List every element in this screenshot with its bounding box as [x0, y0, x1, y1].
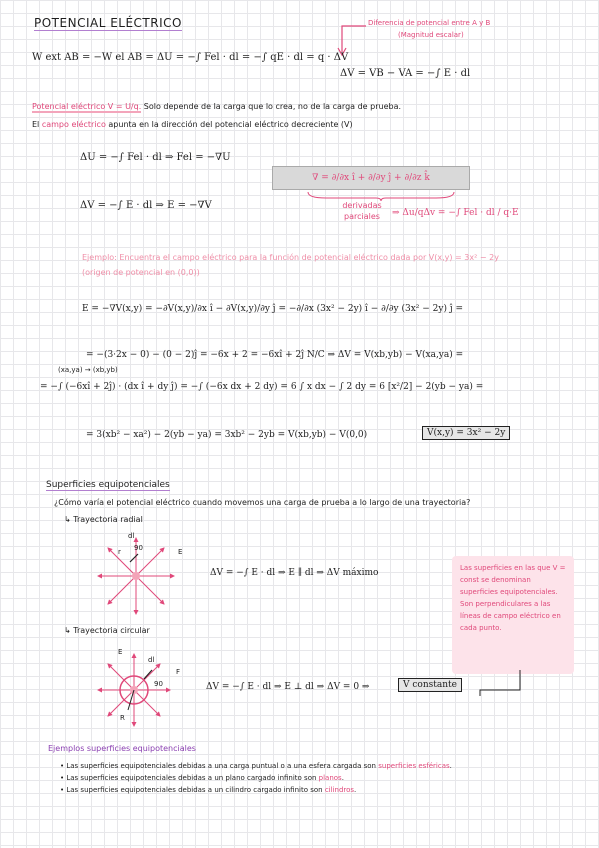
- force-gradient-equation: ΔU = −∫ Fel · dl ⇒ Fel = −∇U: [80, 152, 231, 163]
- bullet-highlight: planos: [318, 774, 342, 782]
- example-integration-limits: (xa,ya) → (xb,yb): [58, 366, 118, 374]
- work-equation: W ext AB = −W el AB = ΔU = −∫ Fel · dl = −∫ qE · dl = q · ΔV: [32, 52, 349, 63]
- bullet-text: Las superficies equipotenciales debidas a un cilindro cargado infinito son: [66, 786, 323, 794]
- example-origin: (origen de potencial en (0,0)): [82, 268, 200, 277]
- field-line-highlight: campo eléctrico: [41, 120, 106, 129]
- field-line-start: El: [32, 120, 40, 129]
- bullet-highlight: superficies esféricas: [378, 762, 450, 770]
- partial-derivatives-label: derivadas parciales: [342, 201, 382, 221]
- bullet-text: Las superficies equipotenciales debidas a un plano cargado infinito son: [66, 774, 317, 782]
- equipotential-heading: Superficies equipotenciales: [46, 480, 170, 490]
- bullet-end: .: [354, 786, 357, 794]
- bullet-item: • Las superficies equipotenciales debidas a un plano cargado infinito son planos.: [60, 774, 344, 782]
- circular-f-label: F: [176, 668, 181, 676]
- circular-e-label: E: [118, 648, 123, 656]
- bullet-end: .: [449, 762, 452, 770]
- example-step-2: = −(3·2x − 0) − (0 − 2)ĵ = −6x + 2 = −6xî + 2ĵ N/C ⇒ ΔV = V(xb,yb) − V(xa,ya) =: [86, 350, 464, 360]
- annotation-scalar: (Magnitud escalar): [398, 31, 464, 39]
- annotation-potential-difference: Diferencia de potencial entre A y B: [368, 19, 491, 27]
- radial-equation: ΔV = −∫ E · dl ⇒ E ∥ dl ⇒ ΔV máximo: [210, 568, 379, 578]
- partial-derivatives-equation: ⇒ Δu/qΔv = −∫ Fel · dl / q·E: [392, 208, 519, 218]
- radial-angle-label: 90: [134, 544, 143, 552]
- brace-underline: [306, 190, 456, 202]
- nabla-operator-box: [272, 166, 470, 190]
- examples-heading: Ejemplos superficies equipotenciales: [48, 744, 196, 753]
- definition-line: [32, 102, 401, 111]
- potential-difference-equation: ΔV = VB − VA = −∫ E · dl: [340, 68, 471, 79]
- radial-r-label: r: [118, 548, 121, 556]
- circular-field-diagram: [92, 648, 182, 728]
- field-direction-line: [32, 120, 353, 129]
- bullet-item: • Las superficies equipotenciales debidas a un cilindro cargado infinito son cilindros.: [60, 786, 357, 794]
- nabla-operator: ∇ = ∂/∂x î + ∂/∂y ĵ + ∂/∂z k̂: [312, 173, 430, 183]
- example-statement: Ejemplo: Encuentra el campo eléctrico para la función de potencial eléctrico dada por V(x,y) = 3x² − 2y: [82, 253, 499, 262]
- definition-text: Solo depende de la carga que lo crea, no de la carga de prueba.: [143, 102, 402, 111]
- bullet-item: • Las superficies equipotenciales debidas a una carga puntual o a una esfera cargada son superficies esféricas.: [60, 762, 452, 770]
- example-result-box: V(x,y) = 3x² − 2y: [422, 426, 510, 440]
- bullet-list: [60, 762, 590, 794]
- equipotential-note: Las superficies en las que V = const se denominan superficies equipotenciales. Son perpendiculares a las líneas de campo eléctrico en cada punto.: [460, 564, 566, 632]
- circular-equation: ΔV = −∫ E · dl ⇒ E ⊥ dl ⇒ ΔV = 0 ⇒: [206, 682, 370, 692]
- radial-e-label: E: [178, 548, 183, 556]
- radial-path-label: ↳ Trayectoria radial: [64, 515, 143, 524]
- bullet-highlight: cilindros: [324, 786, 355, 794]
- circular-big-r-label: R: [120, 714, 125, 722]
- bullet-text: Las superficies equipotenciales debidas a una carga puntual o a una esfera cargada son: [66, 762, 376, 770]
- equipotential-note-box: [452, 556, 574, 674]
- circular-angle-label: 90: [154, 680, 163, 688]
- field-line-end: apunta en la dirección del potencial eléctrico decreciente (V): [108, 120, 353, 129]
- page-title: POTENCIAL ELÉCTRICO: [34, 16, 182, 30]
- circular-dl-label: dl: [148, 656, 155, 664]
- radial-dl-label: dl: [128, 532, 135, 540]
- circular-path-label: ↳ Trayectoria circular: [64, 626, 150, 635]
- definition-potential: Potencial eléctrico V = U/q.: [32, 102, 142, 111]
- field-gradient-equation: ΔV = −∫ E · dl ⇒ E = −∇V: [80, 200, 212, 211]
- bullet-end: .: [341, 774, 344, 782]
- equipotential-question: ¿Cómo varía el potencial eléctrico cuando movemos una carga de prueba a lo largo de una trayectoria?: [54, 498, 471, 507]
- example-step-3: = −∫ (−6xî + 2ĵ) · (dx î + dy ĵ) = −∫ (−6x dx + 2 dy) = 6 ∫ x dx − ∫ 2 dy = 6 [x²/2] − 2(yb − ya) =: [40, 382, 484, 392]
- example-step-1: E = −∇V(x,y) = −∂V(x,y)/∂x î − ∂V(x,y)/∂y ĵ = −∂/∂x (3x² − 2y) î − ∂/∂y (3x² − 2y) ĵ =: [82, 304, 464, 314]
- example-step-4: = 3(xb² − xa²) − 2(yb − ya) = 3xb² − 2yb = V(xb,yb) − V(0,0): [86, 430, 368, 440]
- circular-result-box: V constante: [398, 678, 462, 692]
